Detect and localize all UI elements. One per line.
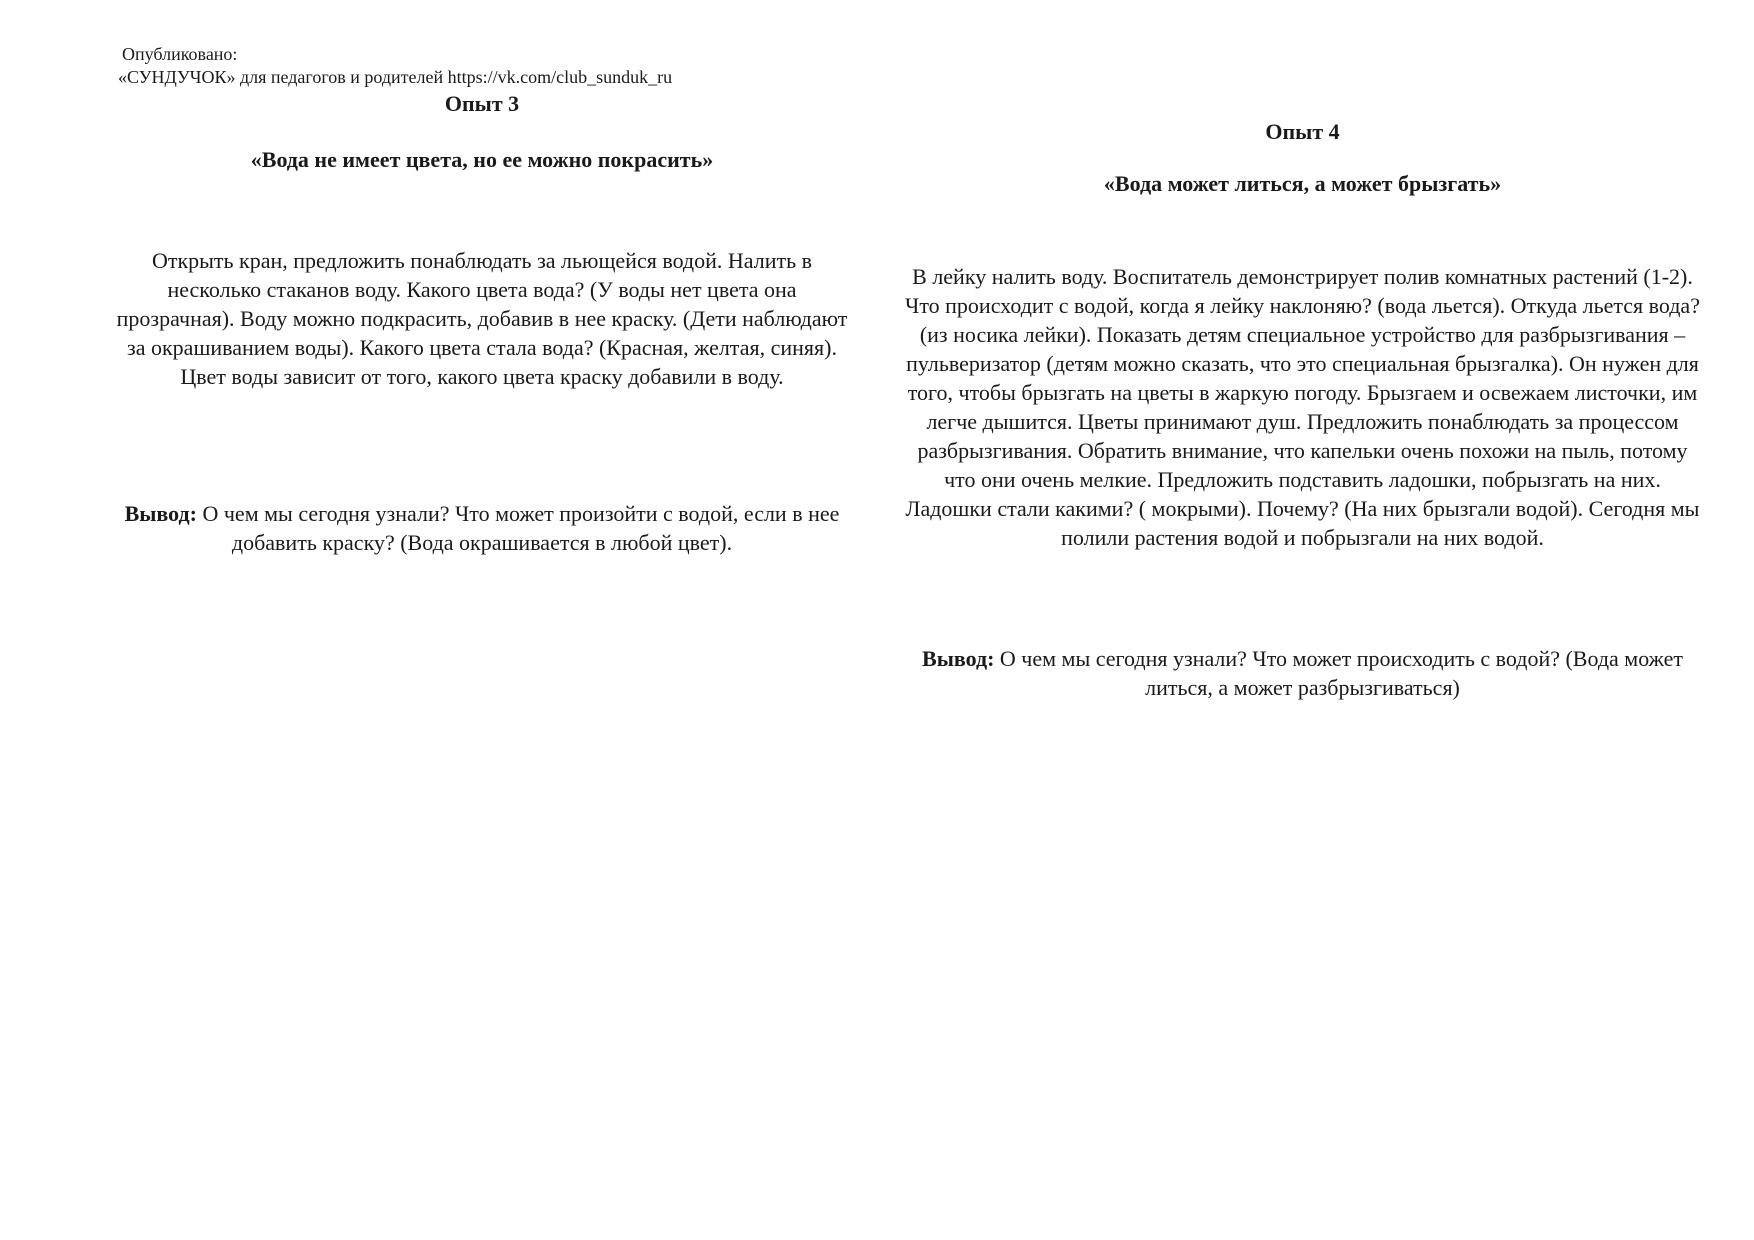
- experiment-4-body: В лейку налить воду. Воспитатель демонстрирует полив комнатных растений (1-2). Что происходит с водой, когда я лейку наклоняю? (вода льется). Откуда льется вода? (из носика лейки). Показать детям специальное устройство для разбрызгивания – пульверизатор (детям можно сказать, что это специальная брызгалка). Он нужен для того, чтобы брызгать на цветы в жаркую погоду. Брызгаем и освежаем листочки, им легче дышится. Цветы принимают душ. Предложить понаблюдать за процессом разбрызгивания. Обратить внимание, что капельки очень похожи на пыль, потому что они очень мелкие. Предложить подставить ладошки, побрызгать на них. Ладошки стали какими? ( мокрыми). Почему? (На них брызгали водой). Сегодня мы полили растения водой и побрызгали на них водой.: [905, 264, 1700, 550]
- experiment-3-section: [112, 90, 852, 557]
- conclusion-label: Вывод:: [124, 501, 197, 526]
- experiment-3-title: Опыт 3: [444, 91, 520, 116]
- conclusion-text: О чем мы сегодня узнали? Что может происходить с водой? (Вода может литься, а может разбрызгиваться): [994, 646, 1683, 700]
- publication-header: [118, 43, 672, 89]
- experiment-4-conclusion: [905, 644, 1700, 702]
- experiment-3-body: Открыть кран, предложить понаблюдать за льющейся водой. Налить в несколько стаканов воду. Какого цвета вода? (У воды нет цвета она прозрачная). Воду можно подкрасить, добавив в нее краску. (Дети наблюдают за окрашиванием воды). Какого цвета стала вода? (Красная, желтая, синяя). Цвет воды зависит от того, какого цвета краску добавили в воду.: [116, 248, 848, 389]
- experiment-4-section: [905, 118, 1700, 702]
- experiment-4-title: Опыт 4: [1265, 119, 1340, 144]
- experiment-3-subtitle: «Вода не имеет цвета, но ее можно покрасить»: [250, 147, 714, 172]
- conclusion-text: О чем мы сегодня узнали? Что может произойти с водой, если в нее добавить краску? (Вода окрашивается в любой цвет).: [196, 501, 840, 555]
- experiment-4-subtitle: «Вода может литься, а может брызгать»: [1103, 171, 1502, 196]
- conclusion-label: Вывод:: [922, 646, 995, 671]
- experiment-3-conclusion: [112, 499, 852, 557]
- source-line: «СУНДУЧОК» для педагогов и родителей https://vk.com/club_sunduk_ru: [118, 67, 673, 87]
- published-label: Опубликовано:: [122, 44, 238, 64]
